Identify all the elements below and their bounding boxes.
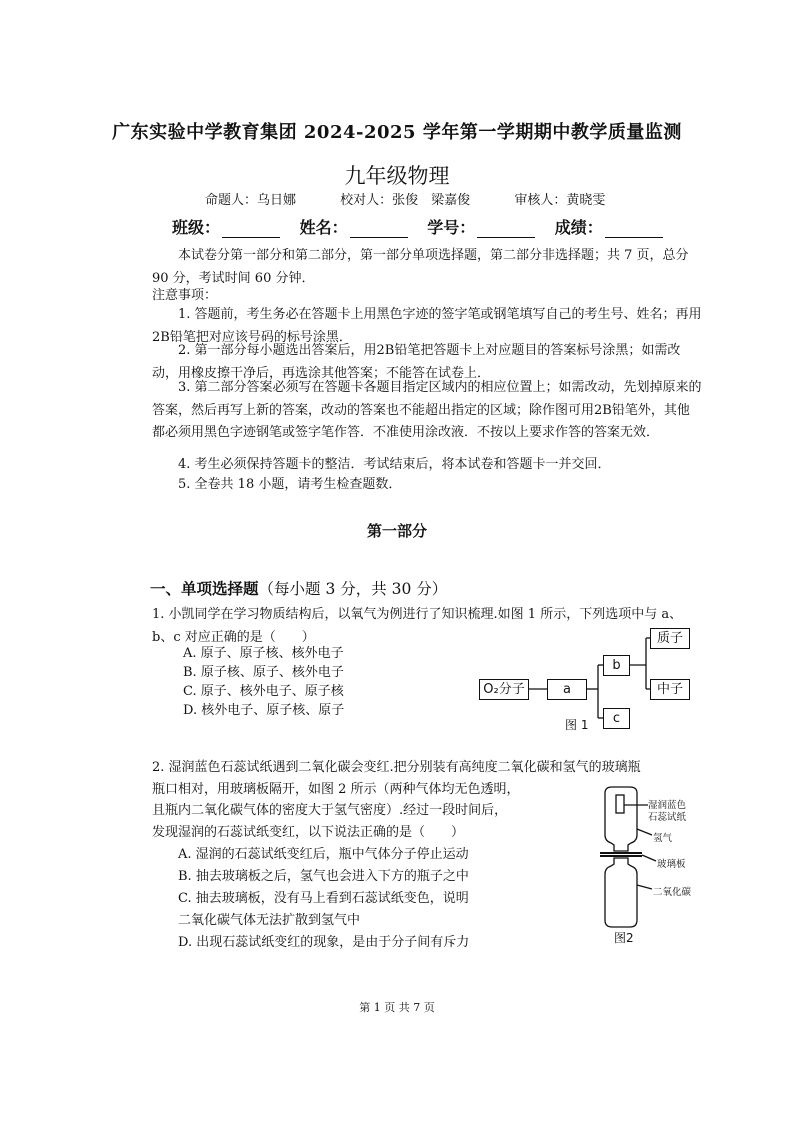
page-footer: 第 1 页 共 7 页 bbox=[359, 1001, 435, 1014]
name-label: 姓名： bbox=[299, 218, 348, 237]
section-heading bbox=[150, 577, 447, 599]
box-a: a bbox=[547, 679, 587, 700]
part-title: 第一部分 bbox=[366, 522, 427, 540]
class-label: 班级： bbox=[172, 218, 221, 237]
co2-label: 二氧化碳 bbox=[653, 887, 692, 898]
notes-title: 注意事项： bbox=[152, 288, 218, 303]
id-blank[interactable] bbox=[477, 223, 535, 238]
q2-option-c-cont: 二氧化碳气体无法扩散到氢气中 bbox=[178, 913, 361, 928]
name-field[interactable] bbox=[300, 215, 408, 238]
q1-option-a[interactable]: A. 原子、原子核、核外电子 bbox=[183, 646, 344, 661]
question-2-stem-line3: 且瓶内二氧化碳气体的密度大于氢气密度）.经过一段时间后， bbox=[152, 803, 508, 818]
student-info-fields bbox=[172, 215, 677, 238]
note-item: 3. 第二部分答案必须写在答题卡各题目指定区域内的相应位置上；如需改动，先划掉原来的答案，然后再写上新的答案，改动的答案也不能超出指定的区域；除作图可用2B铅笔外，其他都必须用黑色字迹钢笔或签字笔作答．不准使用涂改液．不按以上要求作答的答案无效． bbox=[152, 380, 702, 440]
id-field[interactable] bbox=[427, 215, 535, 238]
neutron-box: 中子 bbox=[650, 679, 690, 700]
score-field[interactable] bbox=[555, 215, 663, 238]
proton-box: 质子 bbox=[650, 628, 690, 649]
q2-option-a[interactable]: A. 湿润的石蕊试纸变红后，瓶中气体分子停止运动 bbox=[178, 847, 469, 862]
question-2-stem-line2: 瓶口相对，用玻璃板隔开，如图 2 所示（两种气体均无色透明， bbox=[152, 782, 520, 797]
section-note: （每小题 3 分，共 30 分） bbox=[258, 580, 448, 598]
q1-option-d[interactable]: D. 核外电子、原子核、原子 bbox=[183, 703, 345, 718]
intro-paragraph: 本试卷分第一部分和第二部分，第一部分单项选择题，第二部分非选择题；共 7 页，总分 90 分，考试时间 60 分钟． bbox=[152, 248, 689, 286]
q2-option-d[interactable]: D. 出现石蕊试纸变红的现象，是由于分子间有斥力 bbox=[178, 935, 470, 950]
q1-option-c[interactable]: C. 原子、核外电子、原子核 bbox=[183, 684, 344, 699]
q2-option-c[interactable]: C. 抽去玻璃板，没有马上看到石蕊试纸变色，说明 bbox=[178, 891, 469, 906]
o2-molecule-box: O₂分子 bbox=[479, 679, 529, 700]
hydrogen-label: 氢气 bbox=[653, 833, 673, 844]
test-paper-label-2: 石蕊试纸 bbox=[648, 812, 687, 823]
note-item: 5. 全卷共 18 小题，请考生检查题数． bbox=[178, 477, 402, 492]
question-2-stem-line1: 2. 湿润蓝色石蕊试纸遇到二氧化碳会变红.把分别装有高纯度二氧化碳和氢气的玻璃瓶 bbox=[152, 760, 641, 775]
glass-plate-label: 玻璃板 bbox=[657, 859, 686, 870]
figure-1-caption: 图 1 bbox=[565, 718, 589, 732]
note-item: 1. 答题前，考生务必在答题卡上用黑色字迹的签字笔或钢笔填写自己的考生号、姓名；再用2B铅笔把对应该号码的标号涂黑． bbox=[152, 307, 702, 345]
figure-2-caption: 图2 bbox=[614, 931, 634, 945]
question-1-stem: 1. 小凯同学在学习物质结构后，以氧气为例进行了知识梳理.如图 1 所示，下列选项中与 a、b、c 对应正确的是（ ） bbox=[152, 607, 683, 645]
class-blank[interactable] bbox=[222, 223, 280, 238]
box-b: b bbox=[603, 655, 630, 676]
question-2-stem-line4: 发现湿润的石蕊试纸变红，以下说法正确的是（ ） bbox=[152, 825, 465, 840]
author-line bbox=[205, 189, 645, 208]
test-paper-label-1: 湿润蓝色 bbox=[648, 800, 687, 811]
note-item: 4. 考生必须保持答题卡的整洁．考试结束后，将本试卷和答题卡一并交回． bbox=[178, 457, 611, 472]
subject-title: 九年级物理 bbox=[344, 164, 450, 188]
box-c: c bbox=[603, 708, 630, 729]
q2-option-b[interactable]: B. 抽去玻璃板之后，氢气也会进入下方的瓶子之中 bbox=[178, 869, 469, 884]
setter: 命题人：乌日娜 bbox=[205, 193, 297, 208]
section-title: 一、单项选择题 bbox=[150, 579, 259, 598]
checker: 校对人：张俊 梁嘉俊 bbox=[340, 193, 471, 208]
reviewer: 审核人：黄晓雯 bbox=[514, 193, 606, 208]
exam-title: 广东实验中学教育集团 2024-2025 学年第一学期期中教学质量监测 bbox=[112, 122, 682, 143]
id-label: 学号： bbox=[427, 218, 476, 237]
name-blank[interactable] bbox=[350, 223, 408, 238]
score-label: 成绩： bbox=[554, 218, 603, 237]
note-item: 2. 第一部分每小题选出答案后，用2B铅笔把答题卡上对应题目的答案标号涂黑；如需改动，用橡皮擦干净后，再选涂其他答案；不能答在试卷上． bbox=[152, 343, 681, 381]
q1-option-b[interactable]: B. 原子核、原子、核外电子 bbox=[183, 665, 344, 680]
score-blank[interactable] bbox=[605, 223, 663, 238]
class-field[interactable] bbox=[172, 215, 280, 238]
